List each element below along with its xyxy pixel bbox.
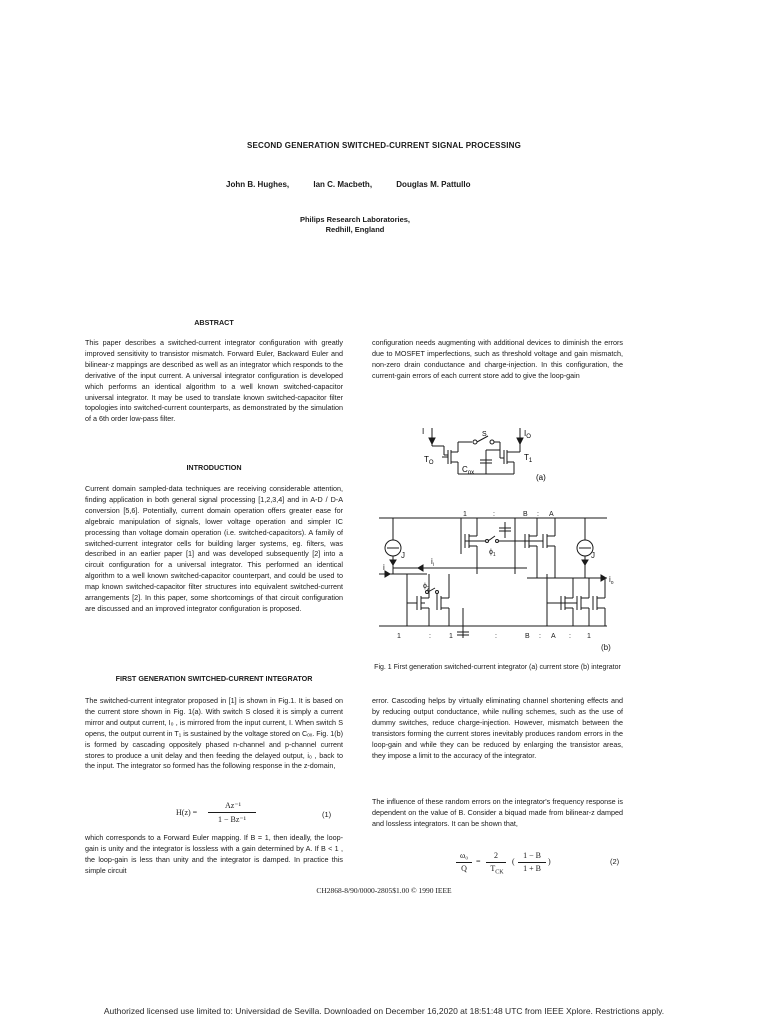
affiliation xyxy=(0,215,710,235)
equation-2-open-paren: ( xyxy=(512,857,515,866)
equation-2-coef-num: 2 xyxy=(494,851,498,860)
ratio-bottom-2: 1 xyxy=(449,633,453,640)
equation-2-number: (2) xyxy=(610,857,620,866)
label-phi2: $\phi_2$ xyxy=(423,583,430,592)
label-Cox: $C_{ox}$ xyxy=(462,465,475,476)
equation-2-paren-bar xyxy=(518,862,546,863)
label-I: I xyxy=(422,427,425,436)
ratio-top-B: B xyxy=(523,511,528,518)
ratio-bottom-1: 1 xyxy=(397,633,401,640)
ratio-bottom-B: B xyxy=(525,633,530,640)
figure-1a-tag: (a) xyxy=(536,473,546,482)
label-J-right: J xyxy=(591,551,595,560)
introduction-text: Current domain sampled-data techniques are receiving considerable attention, finding application in both general signal processing [1,2,3,4] and in A-D / D-A conversion [5,6]. Potentially, current domain operation offers greater ease for algebraic manipulation of signals, lower voltage operation and simpler IC processing than voltage domain operation (i.e. switched-capacitors). A family of switched-current integrator cells for building larger systems, eg. filters, was described in an earlier paper [1] and was developed subsequently [2] into a circuit configuration for a universal integrator. This performed an identical algorithm to a well known switched-capacitor counterpart, and could be used to map known switched-capacitor filter structures into equivalent switched-current arrangements [2]. In this paper, some shortcomings of that circuit configuration are discussed and an improved integrator configuration is proposed. xyxy=(85,484,343,613)
author-3: Douglas M. Pattullo xyxy=(396,180,471,189)
ratio-bottom-colon-3: : xyxy=(539,633,541,640)
equation-1-denominator: 1 − Bz⁻¹ xyxy=(217,815,247,824)
affiliation-line-1: Philips Research Laboratories, xyxy=(299,215,411,224)
label-Io: $I_O$ xyxy=(524,429,531,440)
ratio-bottom-colon-4: : xyxy=(569,633,571,640)
figure-1b-tag: (b) xyxy=(601,643,611,652)
label-i: i xyxy=(383,563,385,572)
author-2: Ian C. Macbeth, xyxy=(313,180,373,189)
ratio-top-1: 1 xyxy=(463,511,467,518)
right-column-text-p1: error. Cascoding helps by virtually eliminating channel shortening effects and by reducing output conductance, while nulling schemes, such as the use of dummy switches, reduce charge-injection. However, mismatch between the transistors forming the current stores inevitably produces random errors in the loop-gain and while they can be reduced by enlarging the transistor areas, they impose a limit to the accuracy of the integrator. xyxy=(372,696,623,760)
equation-1-fraction-bar xyxy=(208,812,256,813)
equation-1-numerator: Az⁻¹ xyxy=(225,801,241,810)
affiliation-line-2: Redhill, England xyxy=(325,225,385,234)
first-gen-heading: FIRST GENERATION SWITCHED-CURRENT INTEGRATOR xyxy=(115,674,313,683)
equation-2-lhs-bar xyxy=(456,862,472,863)
introduction-heading: INTRODUCTION xyxy=(186,463,242,472)
copyright-line: CH2868-8/90/0000-2805$1.00 © 1990 IEEE xyxy=(316,886,452,895)
ratio-bottom-A: A xyxy=(551,633,556,640)
equation-2-paren-num: 1 − B xyxy=(523,851,541,860)
equation-2-paren-den: 1 + B xyxy=(523,864,541,873)
ratio-top-A: A xyxy=(549,511,554,518)
label-ii: $i_i$ xyxy=(431,557,434,568)
abstract-text: This paper describes a switched-current integrator configuration with greatly improved sensitivity to transistor mismatch. Forward Euler, Backward Euler and bilinear-z mappings are described as well as an integrator which responds to the derivative of the input current. A universal integrator configuration is developed which performs an identical algorithm to a well known switched-capacitor universal integrator. It may be used to translate known switched-capacitor filter topologies into switched-current counterparts, as demonstrated by the simulation of a 6th order low-pass filter. xyxy=(85,338,343,424)
equation-2-close-paren: ) xyxy=(548,857,551,866)
equation-2-coef-den: $T_{CK}$ xyxy=(490,864,504,876)
right-column-top-text: configuration needs augmenting with additional devices to diminish the errors due to MOSFET imperfections, such as threshold voltage and gain mismatch, non-zero drain conductance and charge-injection. In this configuration, the current-gain errors of each current store add to give the loop-gain xyxy=(372,338,623,380)
ratio-top-colon-2: : xyxy=(537,511,539,518)
label-T0: $T_O$ xyxy=(424,455,434,466)
ratio-bottom-last: 1 xyxy=(587,633,591,640)
figure-1b-integrator xyxy=(377,508,625,654)
equation-2-equals: = xyxy=(476,857,481,866)
equation-2-coef-bar xyxy=(486,862,506,863)
paper-title: SECOND GENERATION SWITCHED-CURRENT SIGNAL PROCESSING xyxy=(246,141,522,150)
right-column-text-p2: The influence of these random errors on the integrator's frequency response is dependent on the value of B. Consider a biquad made from bilinear-z damped and lossless integrators. It can be shown that, xyxy=(372,797,623,828)
equation-1-lhs: H(z) = xyxy=(176,808,198,817)
figure-1a-current-store xyxy=(420,422,555,487)
label-io: $i_o$ xyxy=(609,575,614,586)
equation-2-lhs-num: ω₀ xyxy=(459,851,469,860)
ratio-top-colon-1: : xyxy=(493,511,495,518)
author-1: John B. Hughes, xyxy=(226,180,290,189)
input-arrow xyxy=(429,438,435,444)
label-T1: $T_1$ xyxy=(524,453,533,464)
first-gen-text: The switched-current integrator proposed in [1] is shown in Fig.1. It is based on the current store shown in Fig. 1(a). With switch S closed it is simply a current mirror and output current, I₀ , is mirrored from the input current, I. When switch S opens, the output current in T₁ is sustained by the voltage stored on Cₒₓ. Fig. 1(b) is formed by cascading oppositely phased n-channel and p-channel current stores to produce a unit delay and then feeding the delayed output, i₀ , back to the input. The integrator so formed has the following response in the z-domain, xyxy=(85,696,343,771)
label-phi1: $\phi_1$ xyxy=(489,549,496,558)
first-gen-text-after-equation: which corresponds to a Forward Euler mapping. If B = 1, then ideally, the loop-gain is unity and the integrator is lossless with a gain determined by A. If B < 1 , the loop-gain is less than unity and the integrator is damped. In practice this simple circuit xyxy=(85,833,343,875)
label-S: S xyxy=(482,431,487,438)
ratio-bottom-colon-2: : xyxy=(495,633,497,640)
equation-1-number: (1) xyxy=(322,810,332,819)
equation-2-lhs-den: Q xyxy=(461,864,467,873)
abstract-heading: ABSTRACT xyxy=(194,318,234,327)
author-list xyxy=(226,180,493,189)
figure-1-caption: Fig. 1 First generation switched-current integrator (a) current store (b) integrator xyxy=(374,664,621,671)
label-J-left: J xyxy=(401,551,405,560)
ratio-bottom-colon-1: : xyxy=(429,633,431,640)
license-footer: Authorized licensed use limited to: Universidad de Sevilla. Downloaded on December 16,2020 at 18:51:48 UTC from IEEE Xplore. Restrictions apply. xyxy=(103,1006,665,1016)
